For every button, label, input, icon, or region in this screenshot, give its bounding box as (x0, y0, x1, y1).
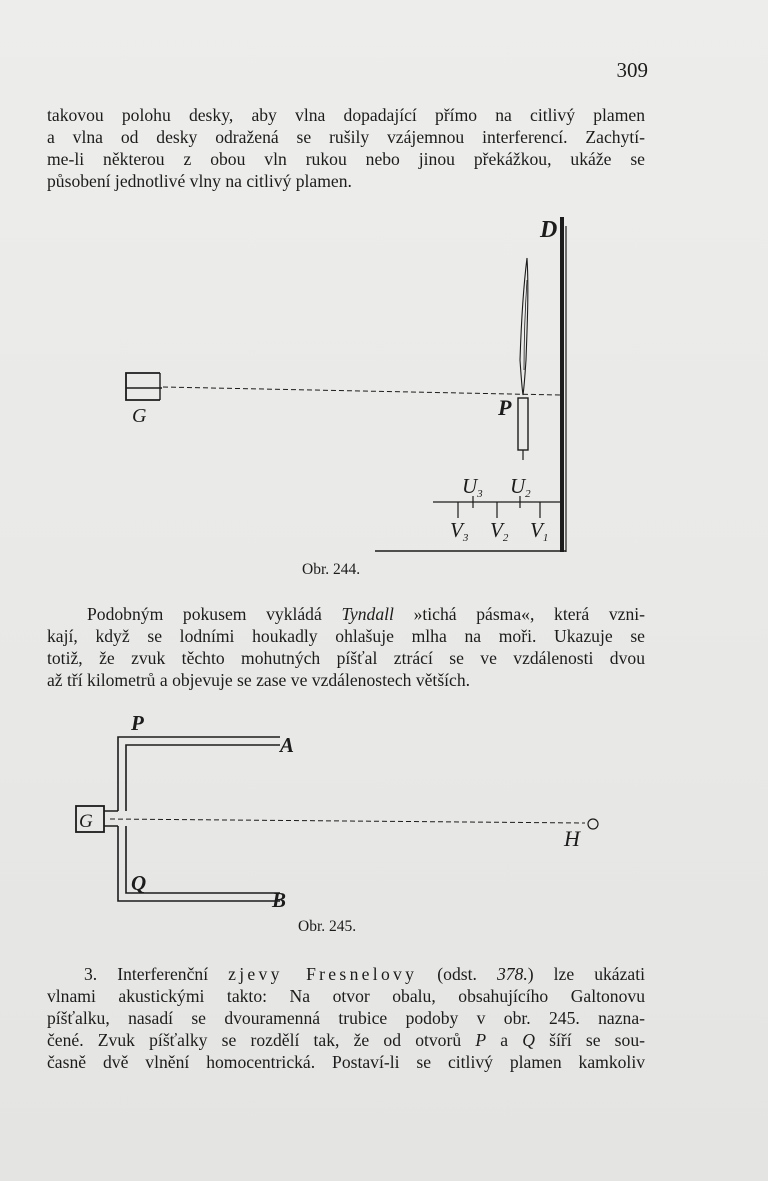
figure-245-caption: Obr. 245. (298, 918, 357, 935)
paragraph-3 (47, 963, 645, 1073)
paragraph-1-line: působení jednotlivé vlny na citlivý plamen. (47, 171, 352, 191)
paragraph-3-line: píšťalku, nasadí se dvouramenná trubice podoby v obr. 245. nazna- (47, 1008, 645, 1028)
label-V3: V3 (450, 518, 469, 544)
label-Q: Q (131, 871, 147, 895)
figure-244-caption: Obr. 244. (302, 561, 361, 578)
label-U3: U3 (462, 474, 483, 500)
label-H: H (564, 826, 580, 851)
paragraph-2-line: totiž, že zvuk těchto mohutných píšťal ztrácí se ve vzdálenosti dvou (47, 648, 645, 668)
label-G: G (79, 811, 93, 832)
paragraph-1-line: me-li některou z obou vln rukou nebo jinou překážkou, ukáže se (47, 149, 645, 169)
label-P: P (498, 395, 512, 420)
paragraph-2-line: až tří kilometrů a objevuje se zase ve vzdálenostech větších. (47, 670, 471, 690)
label-A: A (280, 733, 295, 757)
center-axis-dashed (110, 819, 585, 823)
author-name: Tyndall (341, 604, 394, 624)
paragraph-2-line: Podobným pokusem vykládá Tyndall »tichá pásma«, která vzni- (87, 604, 645, 624)
paragraph-1-line: takovou polohu desky, aby vlna dopadající přímo na citlivý plamen (47, 105, 645, 125)
spaced-term: zjevy Fresnelovy (228, 964, 418, 984)
label-B: B (272, 888, 287, 912)
paragraph-2-line: kají, když se lodními houkadly ohlašuje mlha na moři. Ukazuje se (47, 626, 645, 646)
label-U2: U2 (510, 474, 531, 500)
paragraph-3-line: časně dvě vlnění homocentrická. Postaví-li se citlivý plamen kamkoliv (47, 1052, 645, 1072)
paragraph-3-line: 3. Interferenční zjevy Fresnelovy (odst. 378.) lze ukázati (84, 964, 645, 984)
label-P: P (131, 711, 144, 735)
page-number: 309 (616, 58, 648, 82)
label-D: D (540, 217, 558, 243)
label-V1: V1 (530, 518, 549, 544)
paragraph-3-line: čené. Zvuk píšťalky se rozdělí tak, že od otvorů P a Q šíří se sou- (47, 1030, 645, 1050)
paragraph-3-line: vlnami akustickými takto: Na otvor obalu, obsahujícího Galtonovu (47, 986, 645, 1006)
label-G: G (132, 405, 147, 427)
upper-tube-arm (118, 737, 280, 811)
paragraph-1-line: a vlna od desky odražená se rušily vzájemnou interferencí. Zachytí- (47, 127, 645, 147)
point-H-marker (588, 819, 598, 829)
label-V2: V2 (490, 518, 509, 544)
